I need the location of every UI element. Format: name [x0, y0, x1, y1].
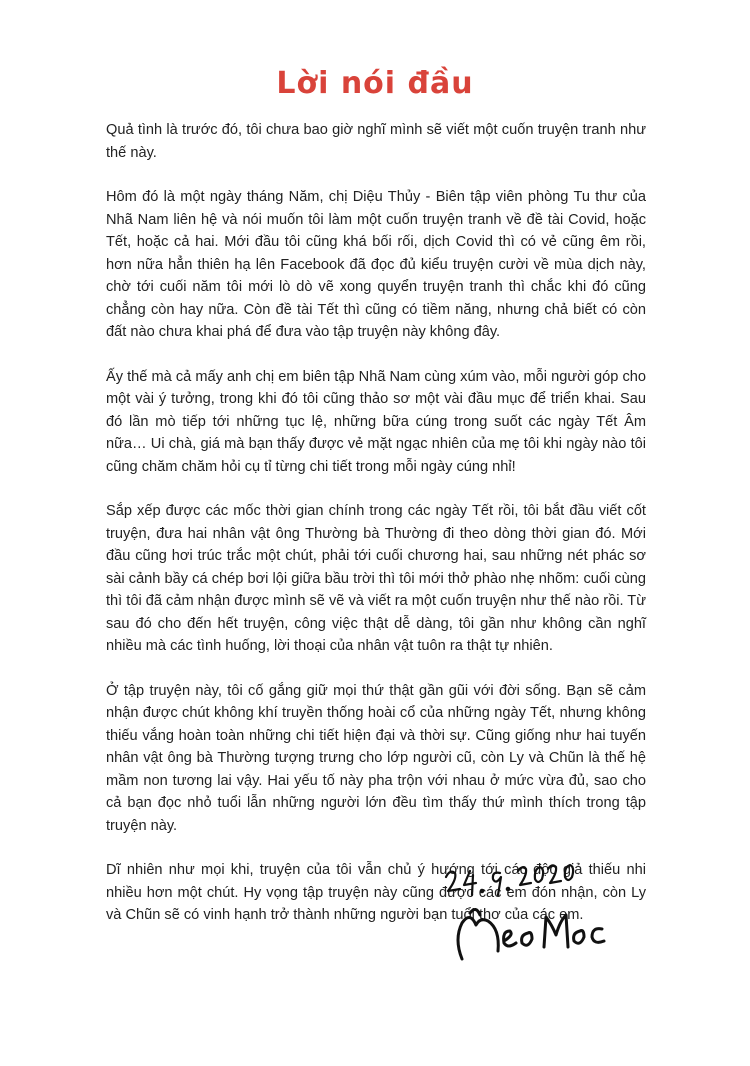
- paragraph-2: Hôm đó là một ngày tháng Năm, chị Diệu Thủy - Biên tập viên phòng Tu thư của Nhã Nam liên hệ và nói muốn tôi làm một cuốn truyện tranh về đề tài Covid, hoặc Tết, hoặc cả hai. Mới đầu tôi cũng khá bối rối, dịch Covid thì có vẻ cũng êm rồi, hơn nữa hẳn thiên hạ lên Facebook đã đọc đủ kiểu truyện cười về mùa dịch này, chờ tới cuối năm tôi mới lò dò vẽ xong quyển truyện tranh thì chắc khi đó cũng chẳng còn hay nữa. Còn đề tài Tết thì cũng có tiềm năng, nhưng chả biết có còn đất nào chưa khai phá để đưa vào tập truyện này không đây.: [106, 189, 646, 340]
- paragraph-3: Ấy thế mà cả mấy anh chị em biên tập Nhã Nam cùng xúm vào, mỗi người góp cho một vài ý tưởng, trong khi đó tôi cũng thảo sơ một vài đầu mục để triển khai. Sau đó lần mò tiếp tới những tục lệ, những bữa cúng trong suốt các ngày Tết Âm nữa… Ui chà, giá mà bạn thấy được vẻ mặt ngạc nhiên của mẹ tôi khi ngày nào tôi cũng chăm chăm hỏi cụ tỉ từng chi tiết trong mỗi ngày cúng nhỉ!: [106, 368, 646, 475]
- page-title: Lời nói đầu: [276, 66, 474, 101]
- paragraph-1: Quả tình là trước đó, tôi chưa bao giờ nghĩ mình sẽ viết một cuốn truyện tranh như thế này.: [106, 122, 646, 161]
- preface-body: [106, 119, 646, 949]
- handwritten-signature: [440, 855, 640, 965]
- paragraph-6: Dĩ nhiên như mọi khi, truyện của tôi vẫn chủ ý hướng tới các độc giả thiếu nhi nhiều hơn một chút. Hy vọng tập truyện này cũng được các em đón nhận, còn Ly và Chũn sẽ có vinh hạnh trở thành những người bạn tuổi thơ của các em.: [106, 862, 646, 923]
- paragraph-5: Ở tập truyện này, tôi cố gắng giữ mọi thứ thật gần gũi với đời sống. Bạn sẽ cảm nhận được chút không khí truyền thống hoài cổ của những ngày Tết, nhưng không thiếu vắng hoàn toàn những chi tiết hiện đại và thời sự. Cũng giống như hai tuyến nhân vật ông bà Thường tượng trưng cho lớp người cũ, còn Ly và Chũn là thế hệ mầm non tương lai vậy. Hai yếu tố này pha trộn với nhau ở mức vừa đủ, sao cho cả bạn đọc nhỏ tuổi lẫn những người lớn đều tìm thấy thứ mình thích trong tập truyện này.: [106, 682, 646, 834]
- paragraph-4: Sắp xếp được các mốc thời gian chính trong các ngày Tết rồi, tôi bắt đầu viết cốt truyện, đưa hai nhân vật ông Thường bà Thường đi theo dòng thời gian đó. Mới đầu cũng hơi trúc trắc một chút, phải tới cuối chương hai, sau những nét phác sơ sài cảnh bầy cá chép bơi lội giữa bầu trời thì tôi mới thở phào nhẹ nhõm: cuối cùng thì tôi đã cảm nhận được mình sẽ vẽ và viết ra một cuốn truyện như thế nào rồi. Từ sau đó cho đến hết truyện, công việc thật dễ dàng, tôi gần như không cần nghĩ nhiều mà các tình huống, lời thoại của nhân vật tuôn ra thật tự nhiên.: [106, 503, 646, 654]
